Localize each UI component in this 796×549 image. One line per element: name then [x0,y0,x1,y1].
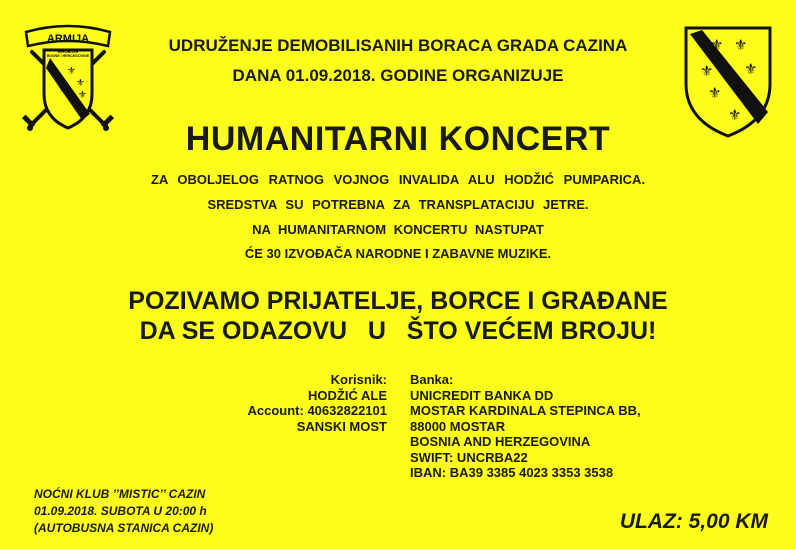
svg-text:⚜: ⚜ [78,90,87,101]
svg-text:⚜: ⚜ [700,62,714,80]
svg-text:⚜: ⚜ [68,96,77,107]
venue-block [34,486,213,537]
svg-text:⚜: ⚜ [58,84,67,95]
venue-name: NOĆNI KLUB ’’MISTIC’’ CAZIN [34,487,206,501]
invitation-line: DA SE ODAZOVU U ŠTO VEĆEM BROJU! [139,317,657,345]
invitation-line: POZIVAMO PRIJATELJE, BORCE I GRAĐANE [128,287,668,315]
organizer-date-line: DANA 01.09.2018. GODINE ORGANIZUJE [232,66,564,85]
svg-text:⚜: ⚜ [744,60,758,78]
bank-label: Banka: [410,372,454,387]
beneficiary-name: HODŽIĆ ALE [308,387,387,403]
svg-text:⚜: ⚜ [67,66,76,77]
description-line: ZA OBOLJELOG RATNOG VOJNOG INVALIDA ALU HODŽIĆ PUMPARICA. [150,172,646,187]
svg-text:⚜: ⚜ [728,106,742,124]
bank-swift: SWIFT: UNCRBA22 [410,449,528,465]
emblem-subtitle-2: BOSNE I HERCEGOVINE [46,54,90,58]
beneficiary-label: Korisnik: [330,372,387,387]
beneficiary-block [248,372,387,434]
svg-text:⚜: ⚜ [708,84,722,102]
svg-text:⚜: ⚜ [710,36,724,54]
venue-location: (AUTOBUSNA STANICA CAZIN) [34,521,214,535]
bank-postcode: 88000 MOSTAR [410,418,506,434]
description-line: SREDSTVA SU POTREBNA ZA TRANSPLATACIJU JETRE. [207,197,589,212]
account-number: Account: 40632822101 [247,403,387,418]
description-line: ĆE 30 IZVOĐAČA NARODNE I ZABAVNE MUZIKE. [244,246,552,261]
bank-country: BOSNIA AND HERZEGOVINA [410,434,591,449]
svg-text:⚜: ⚜ [76,78,85,89]
beneficiary-city: SANSKI MOST [296,418,387,434]
bank-block [410,372,641,481]
bank-address: MOSTAR KARDINALA STEPINCA BB, [410,403,641,418]
event-title: HUMANITARNI KONCERT [185,120,611,158]
organizer-heading: UDRUŽENJE DEMOBILISANIH BORACA GRADA CAZINA [168,36,628,55]
bank-iban: IBAN: BA39 3385 4023 3353 3538 [410,465,614,480]
description-line: NA HUMANITARNOM KONCERTU NASTUPAT [252,222,544,237]
bank-name: UNICREDIT BANKA DD [410,387,554,403]
svg-text:⚜: ⚜ [734,36,748,54]
emblem-subtitle-1: REPUBLIKE [57,50,79,54]
emblem-banner-text: ARMIJA [46,33,90,45]
entry-price: ULAZ: 5,00 KM [619,510,768,533]
venue-date: 01.09.2018. SUBOTA U 20:00 h [34,504,207,518]
